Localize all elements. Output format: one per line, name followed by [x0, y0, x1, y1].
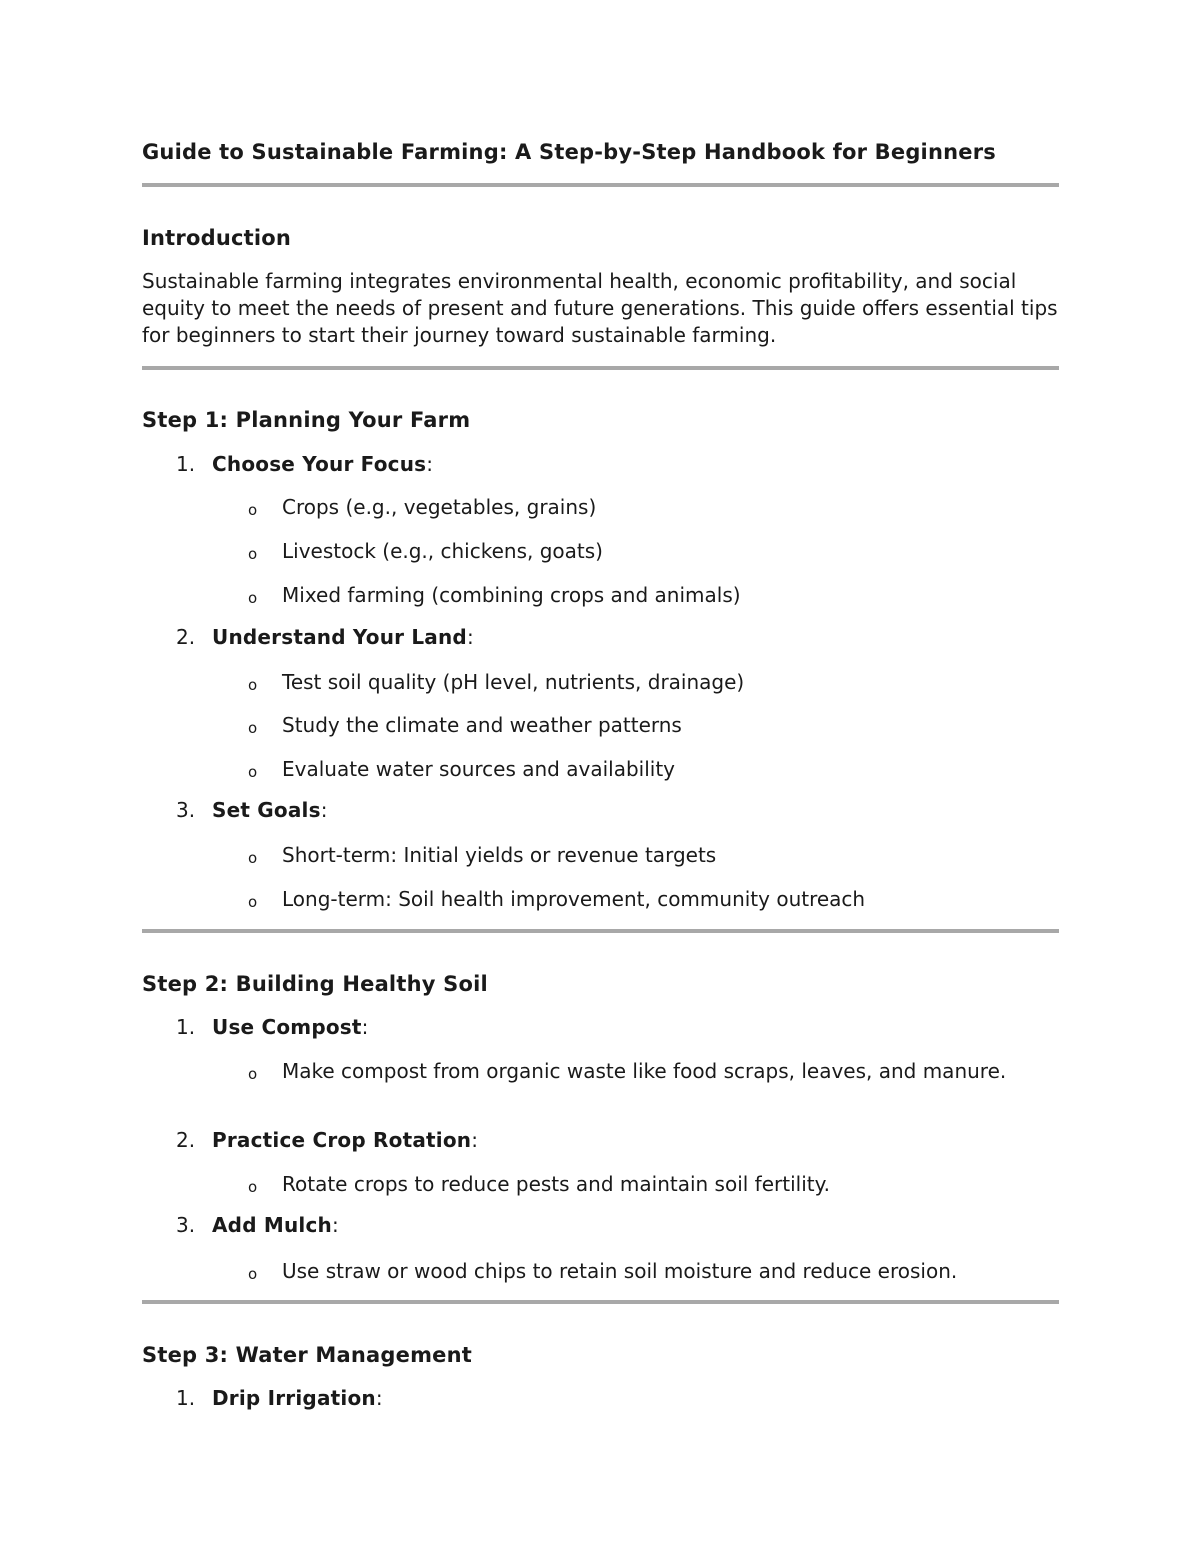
- list-item: Livestock (e.g., chickens, goats): [282, 539, 603, 563]
- bullet-icon: o: [248, 676, 258, 694]
- list-item-title: Practice Crop Rotation:: [212, 1128, 478, 1152]
- bullet-icon: o: [248, 893, 258, 911]
- bullet-icon: o: [248, 1178, 258, 1196]
- list-item: Mixed farming (combining crops and animals): [282, 583, 741, 607]
- list-item-title: Drip Irrigation:: [212, 1386, 383, 1410]
- list-number: 1.: [176, 1015, 196, 1039]
- divider: [142, 183, 1059, 187]
- list-number: 2.: [176, 625, 196, 649]
- list-item: Test soil quality (pH level, nutrients, drainage): [282, 670, 745, 694]
- bullet-icon: o: [248, 849, 258, 867]
- list-item-title: Set Goals:: [212, 798, 328, 822]
- list-item-title: Understand Your Land:: [212, 625, 474, 649]
- bullet-icon: o: [248, 589, 258, 607]
- bullet-icon: o: [248, 763, 258, 781]
- bullet-icon: o: [248, 1065, 258, 1083]
- list-item: Rotate crops to reduce pests and maintain soil fertility.: [282, 1172, 830, 1196]
- bullet-icon: o: [248, 1265, 258, 1283]
- divider: [142, 366, 1059, 370]
- step-heading: Step 2: Building Healthy Soil: [142, 972, 488, 996]
- list-item: Long-term: Soil health improvement, community outreach: [282, 887, 866, 911]
- divider: [142, 929, 1059, 933]
- list-item: Study the climate and weather patterns: [282, 713, 682, 737]
- step-heading: Step 3: Water Management: [142, 1343, 472, 1367]
- list-item: Make compost from organic waste like food scraps, leaves, and manure.: [282, 1059, 1007, 1083]
- list-number: 3.: [176, 798, 196, 822]
- intro-heading: Introduction: [142, 226, 292, 250]
- list-number: 2.: [176, 1128, 196, 1152]
- intro-paragraph: Sustainable farming integrates environmental health, economic profitability, and social equity to meet the needs of present and future generations. This guide offers essential tips for beginners to start their journey toward sustainable farming.: [142, 269, 1058, 347]
- list-number: 1.: [176, 1386, 196, 1410]
- list-number: 1.: [176, 452, 196, 476]
- divider: [142, 1300, 1059, 1304]
- list-item: Short-term: Initial yields or revenue targets: [282, 843, 717, 867]
- list-item-title: Use Compost:: [212, 1015, 369, 1039]
- step-heading: Step 1: Planning Your Farm: [142, 408, 471, 432]
- bullet-icon: o: [248, 719, 258, 737]
- list-item-title: Add Mulch:: [212, 1213, 339, 1237]
- list-item: Use straw or wood chips to retain soil moisture and reduce erosion.: [282, 1259, 958, 1283]
- bullet-icon: o: [248, 545, 258, 563]
- bullet-icon: o: [248, 501, 258, 519]
- list-item-title: Choose Your Focus:: [212, 452, 434, 476]
- list-number: 3.: [176, 1213, 196, 1237]
- list-item: Crops (e.g., vegetables, grains): [282, 495, 597, 519]
- list-item: Evaluate water sources and availability: [282, 757, 675, 781]
- document-title: Guide to Sustainable Farming: A Step-by-Step Handbook for Beginners: [142, 140, 996, 164]
